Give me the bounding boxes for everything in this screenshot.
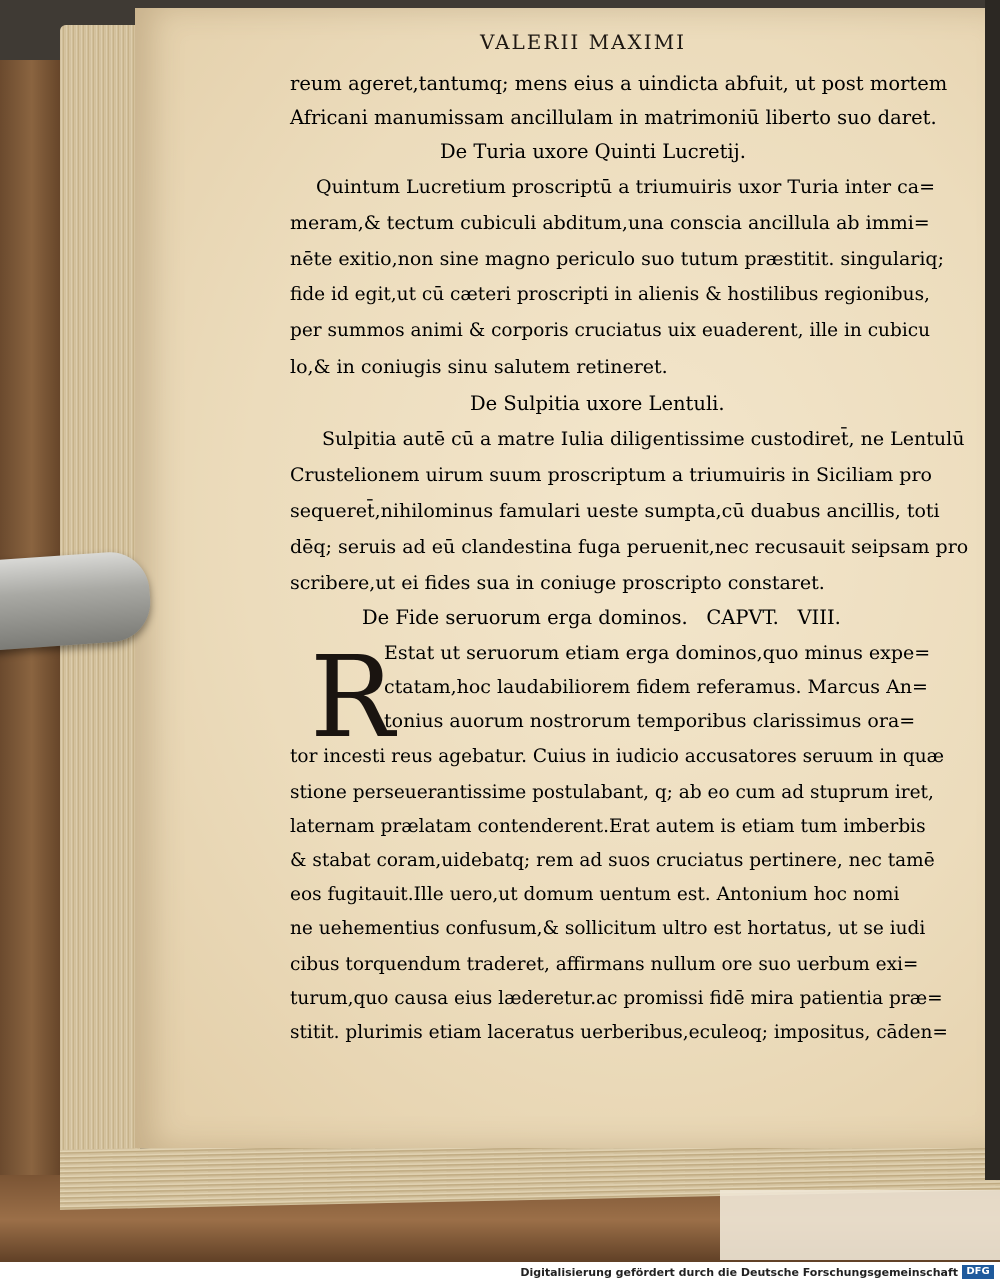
text-line: cibus torquendum traderet, affirmans nullum ore suo uerbum exi= xyxy=(290,954,919,975)
text-line: Sulpitia autē cū a matre Iulia diligentissime custodiret̄, ne Lentulū xyxy=(322,428,965,450)
section-heading: De Turia uxore Quinti Lucretij. xyxy=(440,140,746,163)
text-line: tonius auorum nostrorum temporibus clarissimus ora= xyxy=(384,710,916,732)
text-line: dēq; seruis ad eū clandestina fuga peruenit,nec recusauit seipsam pro xyxy=(290,536,969,558)
text-line: stione perseuerantissime postulabant, q; ab eo cum ad stuprum iret, xyxy=(290,782,934,803)
text-line: Estat ut seruorum etiam erga dominos,quo minus expe= xyxy=(384,642,931,664)
text-line: tor incesti reus agebatur. Cuius in iudicio accusatores seruum in quæ xyxy=(290,746,945,767)
text-line: Crustelionem uirum suum proscriptum a triumuiris in Siciliam pro xyxy=(290,464,932,486)
text-line: lo,& in coniugis sinu salutem retineret. xyxy=(290,356,668,378)
text-line: eos fugitauit.Ille uero,ut domum uentum est. Antonium hoc nomi xyxy=(290,884,900,905)
text-line: turum,quo causa eius læderetur.ac promissi fidē mira patientia præ= xyxy=(290,988,943,1009)
chapter-heading: De Fide seruorum erga dominos. CAPVT. VIII. xyxy=(362,606,841,629)
text-line: scribere,ut ei fides sua in coniuge proscripto constaret. xyxy=(290,572,825,594)
page-clip xyxy=(0,550,153,651)
text-line: ne uehementius confusum,& sollicitum ultro est hortatus, ut se iudi xyxy=(290,918,926,939)
text-line: fide id egit,ut cū cæteri proscripti in alienis & hostilibus regionibus, xyxy=(290,284,930,305)
tissue-strip xyxy=(720,1190,1000,1260)
text-line: per summos animi & corporis cruciatus uix euaderent, ille in cubicu xyxy=(290,320,931,341)
text-line: nēte exitio,non sine magno periculo suo tutum præstitit. singulariq; xyxy=(290,248,944,270)
text-line: sequeret̄,nihilominus famulari ueste sumpta,cū duabus ancillis, toti xyxy=(290,500,940,522)
dfg-logo: DFG xyxy=(962,1265,994,1279)
running-head: VALERII MAXIMI xyxy=(480,30,687,54)
section-heading: De Sulpitia uxore Lentuli. xyxy=(470,392,725,415)
text-line: ctatam,hoc laudabiliorem fidem referamus. Marcus An= xyxy=(384,676,928,698)
text-line: Quintum Lucretium proscriptū a triumuiris uxor Turia inter ca= xyxy=(316,176,936,198)
text-line: & stabat coram,uidebatq; rem ad suos cruciatus pertinere, nec tamē xyxy=(290,850,935,871)
drop-cap: R xyxy=(310,633,395,763)
text-line: stitit. plurimis etiam laceratus uerberibus,eculeoq; impositus, cāden= xyxy=(290,1022,948,1043)
scan-right-edge xyxy=(985,0,1000,1180)
text-line: reum ageret,tantumq; mens eius a uindicta abfuit, ut post mortem xyxy=(290,72,948,95)
text-line: Africani manumissam ancillulam in matrimoniū liberto suo daret. xyxy=(290,106,937,129)
text-line: laternam prælatam contenderent.Erat autem is etiam tum imberbis xyxy=(290,816,926,837)
footer-bar xyxy=(0,1262,1000,1282)
text-line: meram,& tectum cubiculi abditum,una conscia ancillula ab immi= xyxy=(290,212,930,234)
funding-credit: Digitalisierung gefördert durch die Deutsche Forschungsgemeinschaft xyxy=(520,1266,958,1279)
